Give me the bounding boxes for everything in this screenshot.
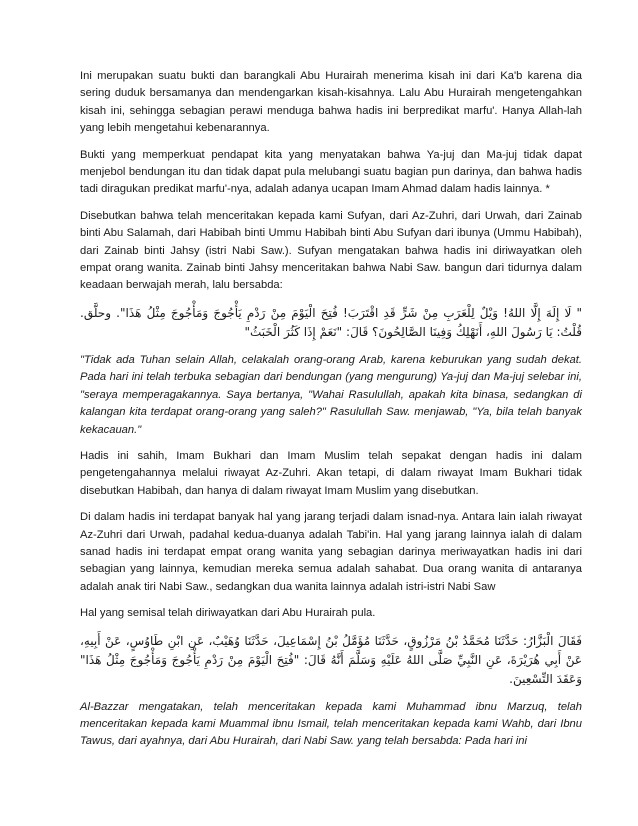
paragraph-isnad-notes: Di dalam hadis ini terdapat banyak hal yang jarang terjadi dalam isnad-nya. Antara lain ialah riwayat Az-Zuhri dari Urwah, padahal kedua-duanya adalah Tabi'in. Hal yang jarang lainnya ialah di dalam sanad hadis ini terdapat empat orang wanita yang sebagian darinya meriwayatkan hadis ini dari sebagian yang lainnya, kemudian mereka semua adalah sahabat. Dua orang wanita di antaranya adalah anak tiri Nabi Saw., sedangkan dua wanita lainnya adalah istri-istri Nabi Saw bbox=[80, 511, 582, 593]
paragraph-intro: Ini merupakan suatu bukti dan barangkali Abu Hurairah menerima kisah ini dari Ka'b karena dia sering duduk bersamanya dan mendengarkan kisah-kisahnya. Lalu Abu Hurairah mengetengahkan kisah ini, sehingga sebagian perawi menduga bahwa hadis ini berpredikat marfu'. Hanya Allah-lah yang lebih mengetahui kebenarannya. bbox=[80, 70, 582, 135]
hadith-translation: "Tidak ada Tuhan selain Allah, celakalah orang-orang Arab, karena keburukan yang sudah dekat. Pada hari ini telah terbuka sebagian dari bendungan (yang mengurung) Ya-juj dan Ma-juj selebar ini, "seraya memperagakannya. Saya bertanya, "Wahai Rasulullah, apakah kita binasa, sedangkan di kalangan kita terdapat orang-orang yang saleh?" Rasulullah Saw. menjawab, "Ya, bila telah banyak kekacauan." bbox=[80, 353, 582, 436]
paragraph-sahih: Hadis ini sahih, Imam Bukhari dan Imam Muslim telah sepakat dengan hadis ini dalam pengetengahannya melalui riwayat Az-Zuhri. Akan tetapi, di dalam riwayat Imam Bukhari tidak disebutkan Habibah, dan hanya di dalam riwayat Imam Muslim yang disebutkan. bbox=[80, 449, 582, 497]
paragraph-evidence: Bukti yang memperkuat pendapat kita yang menyatakan bahwa Ya-juj dan Ma-juj tidak dapat menjebol bendungan itu dan tidak dapat pula melubangi suatu bagian pun darinya, dan bahwa hadis tadi diragukan predikat marfu'-nya, adalah adanya ucapan Imam Ahmad dalam hadis lainnya. * bbox=[80, 148, 582, 196]
arabic-bazzar-text: فَقَالَ الْبَزَّارُ: حَدَّثَنَا مُحَمَّدُ بْنُ مَرْزُوقٍ، حَدَّثَنَا مُؤَمَّلُ بْنُ إِسْمَاعِيلَ، حَدَّثَنَا وُهَيْبٌ، عَنِ ابْنِ طَاوُسٍ، عَنْ أَبِيهِ، عَنْ أَبِي هُرَيْرَةَ، عَنِ النَّبِيِّ صَلَّى اللهُ عَلَيْهِ وَسَلَّمَ أَنَّهُ قَالَ: "فُتِحَ الْيَوْمَ مِنْ رَدْمِ يَأْجُوجَ وَمَأْجُوجَ مِثْلُ هَذَا" وَعَقَدَ التِّسْعِينَ. bbox=[80, 633, 582, 686]
paragraph-isnad-sufyan: Disebutkan bahwa telah menceritakan kepada kami Sufyan, dari Az-Zuhri, dari Urwah, dari Zainab binti Abu Salamah, dari Habibah binti Ummu Habibah binti Abu Sufyan dari ibunya (Ummu Habibah), dari Zainab binti Jahsy (istri Nabi Saw.). Sufyan mengatakan bahwa hadis ini diriwayatkan oleh empat orang wanita. Zainab binti Jahsy menceritakan bahwa Nabi Saw. bangun dari tidurnya dalam keadaan berwajah merah, lalu bersabda: bbox=[80, 209, 582, 292]
paragraph-abu-hurairah: Hal yang semisal telah diriwayatkan dari Abu Hurairah pula. bbox=[80, 607, 376, 620]
bazzar-translation: Al-Bazzar mengatakan, telah menceritakan kepada kami Muhammad ibnu Marzuq, telah menceritakan kepada kami Muammal ibnu Ismail, telah menceritakan kepada kami Wahb, dari Ibnu Tawus, dari ayahnya, dari Abu Hurairah, dari Nabi Saw. yang telah bersabda: Pada hari ini bbox=[80, 700, 582, 748]
arabic-hadith-text: " لَا إِلَهَ إِلَّا اللهُ! وَيْلٌ لِلْعَرَبِ مِنْ شَرٍّ قَدِ اقْتَرَبَ! فُتِحَ الْيَوْمَ مِنْ رَدْمِ يَأْجُوجَ وَمَأْجُوجَ مِثْلُ هَذَا". وحلَّق. قُلْتُ: يَا رَسُولَ اللهِ، أَنَهْلِكُ وَفِينَا الصَّالِحُونَ؟ قَالَ: "نَعَمْ إِذَا كَثُرَ الْخَبَثُ" bbox=[80, 305, 582, 339]
